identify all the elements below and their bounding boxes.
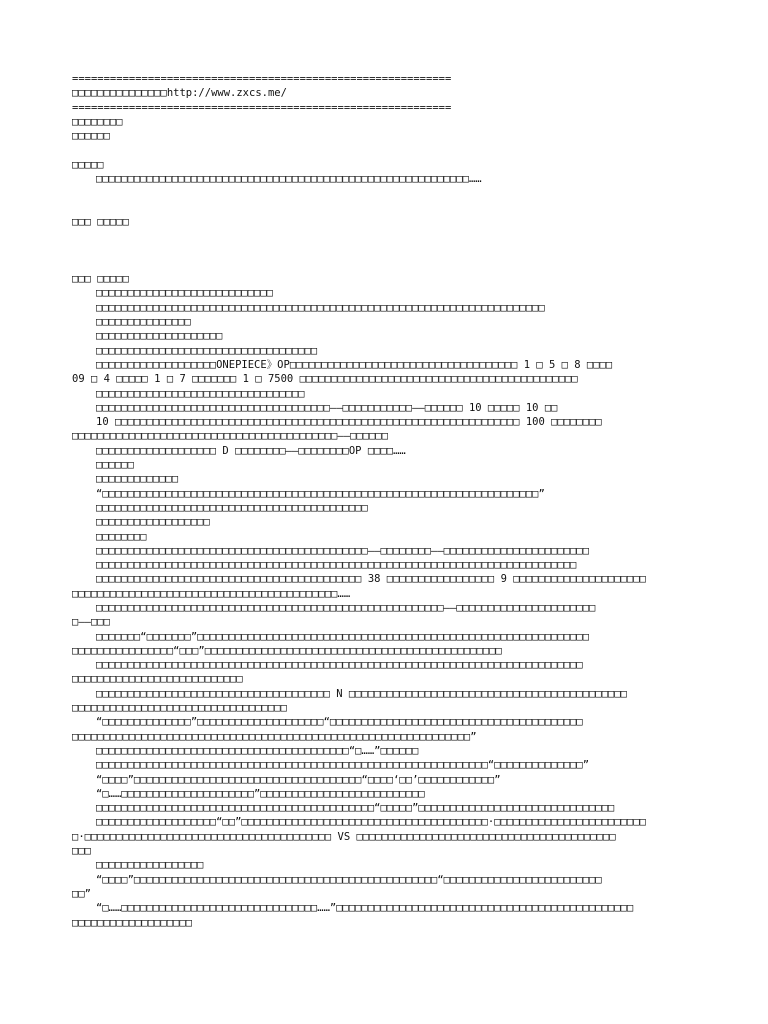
body-line: □□□□□□□□□□□□□□□□□□□□□□□□□□□□□□□□□□□□□□□□□□□□□□□□□□□□□□□□□□□□□□□□□□□□□□□□□□□□□ (96, 659, 583, 672)
header-meta-2: □□□□□□ (72, 130, 110, 143)
body-line: “□□□□”□□□□□□□□□□□□□□□□□□□□□□□□□□□□□□□□□□□□“□□□□‘□□’□□□□□□□□□□□□” (96, 773, 501, 786)
body-line: □□□□□□□□□□□□□□□□□□□□ (96, 330, 223, 343)
body-line: □□□□□□□□□□□□□□□□□□□□□□□□□□□□□□□□□ (96, 387, 305, 400)
body-line: □□□□□□□□□□□□□□□□□□□□□□□□□□□□□□□□□□□□□□□□□□□□“□□□□□”□□□□□□□□□□□□□□□□□□□□□□□□□□□□□□□ (96, 802, 615, 815)
body-line: □□□□□□□□□□□□□□□□□□□□□□□□□□□□□□□□□□□□□□□□□□ 38 □□□□□□□□□□□□□□□□□ 9 □□□□□□□□□□□□□□□□□□□□□ (96, 573, 646, 586)
body-line: □□□□□□□□□□□□□□□□□□□□□□□□□□□□□□□□□□□□□□□□□□——□□□□□□ (72, 430, 389, 443)
spacer (72, 258, 700, 272)
body-line: □□□□□□□□□□□□□□□□□□□□□□□□□□□□□□□□□□ (72, 702, 287, 715)
body-line: □□□□□□□□□□□□□□□□□□□□□□□□□□□□□□□□□□□□□□□□□□□□□□□□□□□□□□□□□□□□□□□□□□□□□□□ (96, 301, 545, 314)
body-line: “□……□□□□□□□□□□□□□□□□□□□□□”□□□□□□□□□□□□□□□□□□□□□□□□□□ (96, 787, 425, 800)
body-line: □□□□□□□□□□□□□□□□□□□□□□□□□□□□ (96, 287, 274, 300)
body-line: 10 □□□□□□□□□□□□□□□□□□□□□□□□□□□□□□□□□□□□□□□□□□□□□□□□□□□□□□□□□□□□□□□□ 100 □□□□□□□□ (96, 416, 602, 429)
body-line: □□□□□□□□ (96, 530, 147, 543)
header-rule-top: ============================================================ (72, 73, 452, 85)
body-line: “□□□□□□□□□□□□□□□□□□□□□□□□□□□□□□□□□□□□□□□□□□□□□□□□□□□□□□□□□□□□□□□□□□□□□” (96, 487, 545, 500)
body-line: □□□□□□□□□□□□□□□□□□□□□□□□□□□□□□□□□□□□□——□□□□□□□□□□□——□□□□□□ 10 □□□□□ 10 □□ (96, 401, 558, 414)
body-line: 09 □ 4 □□□□□ 1 □ 7 □□□□□□□ 1 □ 7500 □□□□□□□□□□□□□□□□□□□□□□□□□□□□□□□□□□□□□□□□□□□□ (72, 373, 578, 386)
body-line: □□□□□□□□□□□□□ (96, 473, 179, 486)
document-page (72, 72, 700, 930)
chapter-body (72, 286, 700, 929)
body-line: □□” (72, 887, 91, 900)
body-line: □□□□□□□□□□□□□□□□□ (96, 859, 204, 872)
body-line: □□□□□□□□□□□□□□□□□□□□□□□□□□□□□□□□□□□□□ N □□□□□□□□□□□□□□□□□□□□□□□□□□□□□□□□□□□□□□□□□□□□ (96, 687, 628, 700)
body-line: □□□ (72, 845, 91, 858)
body-line: □——□□□ (72, 616, 110, 629)
spacer (72, 143, 700, 157)
body-line: □□□□□□□□□□□□□□□□□□□□□□□□□□□□□□□□□□□□□□□□□□□□□□□□□□□□□□□□□□□□□□□” (72, 730, 477, 743)
body-line: □□□□□□□□□□□□□□□□□□□□□□□□□□□□□□□□□□□□□□□□□□□□□□□□□□□□□□□□□□□□□□□□□□□□□□□□□□□□ (96, 559, 577, 572)
body-line: □□□□□□□□□□□□□□□□□□□□□□□□□□□□□□□□□□□□□□□□□□□——□□□□□□□□——□□□□□□□□□□□□□□□□□□□□□□□ (96, 544, 590, 557)
body-line: “□□□□”□□□□□□□□□□□□□□□□□□□□□□□□□□□□□□□□□□□□□□□□□□□□□□□□“□□□□□□□□□□□□□□□□□□□□□□□□□ (96, 873, 602, 886)
header-meta-1: □□□□□□□□ (72, 115, 123, 128)
body-line: □□□□□□□□□□□□□□□ (96, 316, 191, 329)
intro-summary: □□□□□□□□□□□□□□□□□□□□□□□□□□□□□□□□□□□□□□□□□□□□□□□□□□□□□□□□□□□…… (96, 173, 482, 186)
header-rule-bottom: ============================================================ (72, 101, 452, 114)
body-line: □□□□□□□□□□□□□□□□□□ (96, 516, 210, 529)
body-line: □□□□□□□□□□□□□□□□“□□□”□□□□□□□□□□□□□□□□□□□□□□□□□□□□□□□□□□□□□□□□□□□□□□□ (72, 644, 502, 657)
body-line: □□□□□□□□□□□□□□□□□□□□□□□□□□□□□□□□□□□□□□□□□□□□□□□□□□□□□□□——□□□□□□□□□□□□□□□□□□□□□□ (96, 601, 596, 614)
body-line: □□□□□□□□□□□□□□□□□□□□□□□□□□□□□□□□□□□ (96, 344, 318, 357)
body-line: □□□□□□ (96, 459, 134, 472)
chapter-title: □□□ □□□□□ (72, 273, 129, 286)
body-line: “□……□□□□□□□□□□□□□□□□□□□□□□□□□□□□□□□……”□□□□□□□□□□□□□□□□□□□□□□□□□□□□□□□□□□□□□□□□□□□□□□□ (96, 902, 634, 915)
body-line: □□□□□□□□□□□□□□□□□□□ D □□□□□□□□——□□□□□□□□OP □□□□…… (96, 444, 406, 457)
spacer (72, 229, 700, 258)
body-line: □□□□□□□□□□□□□□□□□□□□□□□□□□□□□□□□□□□□□□□□□□□ (96, 501, 368, 514)
body-line: □□□□□□□□□□□□□□□□□□□□□□□□□□□□□□□□□□□□□□□□“□……”□□□□□□ (96, 744, 419, 757)
header-site-line: □□□□□□□□□□□□□□□http://www.zxcs.me/ (72, 87, 287, 100)
body-line: □□□□□□□“□□□□□□□”□□□□□□□□□□□□□□□□□□□□□□□□□□□□□□□□□□□□□□□□□□□□□□□□□□□□□□□□□□□□□□ (96, 630, 590, 643)
toc-entry: □□□ □□□□□ (72, 215, 129, 228)
spacer (72, 186, 700, 215)
intro-heading: □□□□□ (72, 158, 104, 171)
body-line: □□□□□□□□□□□□□□□□□□□□□□□□□□□□□□□□□□□□□□□□□□□□□□□□□□□□□□□□□□□□□□“□□□□□□□□□□□□□□” (96, 759, 590, 772)
body-line: □□□□□□□□□□□□□□□□□□□ONEPIECE》OP□□□□□□□□□□□□□□□□□□□□□□□□□□□□□□□□□□□□ 1 □ 5 □ 8 □□□□ (96, 358, 613, 371)
body-line: □□□□□□□□□□□□□□□□□□□□□□□□□□□ (72, 673, 243, 686)
body-line: □□□□□□□□□□□□□□□□□□□□□□□□□□□□□□□□□□□□□□□□□□…… (72, 587, 351, 600)
body-line: □□□□□□□□□□□□□□□□□□□“□□”□□□□□□□□□□□□□□□□□□□□□□□□□□□□□□□□□□□□□□□·□□□□□□□□□□□□□□□□□□□□□□□□ (96, 816, 646, 829)
body-line: “□□□□□□□□□□□□□□”□□□□□□□□□□□□□□□□□□□□“□□□□□□□□□□□□□□□□□□□□□□□□□□□□□□□□□□□□□□□□ (96, 716, 583, 729)
body-line: □·□□□□□□□□□□□□□□□□□□□□□□□□□□□□□□□□□□□□□□□ VS □□□□□□□□□□□□□□□□□□□□□□□□□□□□□□□□□□□□□□□□□ (72, 830, 616, 843)
body-line: □□□□□□□□□□□□□□□□□□□ (72, 916, 193, 929)
